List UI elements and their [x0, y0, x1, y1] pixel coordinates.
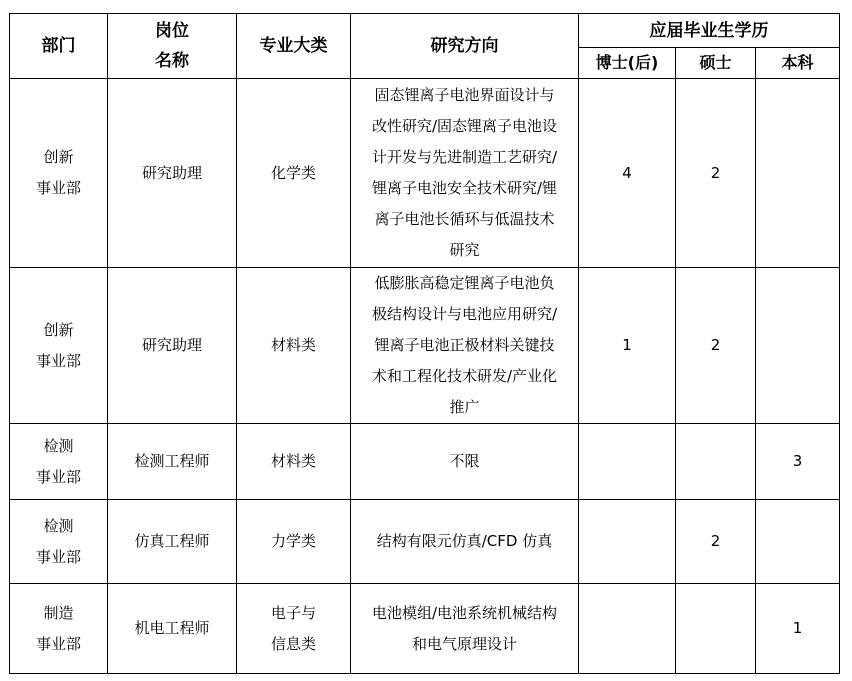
department-cell [10, 79, 108, 268]
bachelor-count-cell [756, 79, 840, 268]
table-body [10, 79, 840, 674]
bachelor-count-cell: 3 [756, 424, 840, 500]
direction-cell-line: 低膨胀高稳定锂离子电池负 [374, 274, 555, 292]
direction-cell-line: 锂离子电池正极材料关键技 [374, 336, 555, 354]
direction-cell-line: 改性研究/固态锂离子电池设 [371, 117, 558, 135]
phd-count-cell [579, 424, 676, 500]
phd-count-cell: 4 [579, 79, 676, 268]
major-cell-line: 力学类 [270, 532, 316, 550]
header-bachelor: 本科 [756, 48, 840, 79]
department-cell-line: 检测 [43, 516, 74, 535]
bachelor-count-cell [756, 268, 840, 424]
direction-cell-line: 固态锂离子电池界面设计与 [374, 86, 555, 104]
direction-cell-line: 不限 [449, 452, 480, 470]
major-cell [237, 424, 351, 500]
department-cell-line: 事业部 [35, 634, 81, 653]
phd-count-cell [579, 584, 676, 674]
recruitment-table [9, 13, 840, 674]
position-cell: 机电工程师 [108, 584, 237, 674]
department-cell-line: 事业部 [35, 547, 81, 566]
header-position [108, 14, 237, 79]
position-cell: 研究助理 [108, 79, 237, 268]
major-cell-line: 材料类 [270, 336, 316, 354]
direction-cell-line: 结构有限元仿真/CFD 仿真 [376, 532, 553, 550]
table-row [10, 500, 840, 584]
master-count-cell: 2 [676, 79, 756, 268]
header-education: 应届毕业生学历 [579, 14, 840, 48]
department-cell-line: 创新 [43, 320, 74, 339]
phd-count-cell: 1 [579, 268, 676, 424]
bachelor-count-cell: 1 [756, 584, 840, 674]
department-cell-line: 事业部 [35, 351, 81, 370]
header-department: 部门 [10, 14, 108, 79]
direction-cell [351, 584, 579, 674]
department-cell [10, 500, 108, 584]
direction-cell-line: 推广 [449, 398, 480, 416]
master-count-cell: 2 [676, 268, 756, 424]
direction-cell-line: 离子电池长循环与低温技术 [374, 210, 555, 228]
department-cell [10, 424, 108, 500]
direction-cell-line: 研究 [449, 241, 480, 259]
department-cell [10, 584, 108, 674]
department-cell-line: 检测 [43, 436, 74, 455]
department-cell-line: 制造 [43, 603, 74, 622]
header-phd: 博士(后) [579, 48, 676, 79]
major-cell [237, 584, 351, 674]
master-count-cell [676, 584, 756, 674]
phd-count-cell [579, 500, 676, 584]
bachelor-count-cell [756, 500, 840, 584]
master-count-cell [676, 424, 756, 500]
major-cell-line: 电子与 [270, 603, 316, 622]
direction-cell-line: 术和工程化技术研发/产业化 [371, 367, 558, 385]
major-cell [237, 500, 351, 584]
major-cell-line: 材料类 [270, 452, 316, 470]
header-position-line: 名称 [155, 51, 189, 71]
direction-cell [351, 424, 579, 500]
direction-cell-line: 计开发与先进制造工艺研究/ [371, 148, 558, 166]
header-major: 专业大类 [237, 14, 351, 79]
direction-cell [351, 268, 579, 424]
direction-cell-line: 和电气原理设计 [411, 634, 517, 653]
table-row [10, 268, 840, 424]
department-cell-line: 创新 [43, 148, 74, 166]
department-cell-line: 事业部 [35, 467, 81, 486]
table-row [10, 424, 840, 500]
major-cell [237, 268, 351, 424]
major-cell-line: 化学类 [270, 163, 316, 182]
master-count-cell: 2 [676, 500, 756, 584]
header-master: 硕士 [676, 48, 756, 79]
direction-cell-line: 锂离子电池安全技术研究/锂 [371, 179, 558, 197]
table-row [10, 79, 840, 268]
position-cell: 研究助理 [108, 268, 237, 424]
header-position-line: 岗位 [155, 21, 189, 41]
direction-cell [351, 500, 579, 584]
table-row [10, 584, 840, 674]
direction-cell-line: 电池模组/电池系统机械结构 [371, 603, 558, 622]
position-cell: 仿真工程师 [108, 500, 237, 584]
major-cell [237, 79, 351, 268]
direction-cell-line: 极结构设计与电池应用研究/ [371, 305, 558, 323]
major-cell-line: 信息类 [270, 634, 316, 653]
direction-cell [351, 79, 579, 268]
department-cell-line: 事业部 [35, 179, 81, 197]
position-cell: 检测工程师 [108, 424, 237, 500]
header-direction: 研究方向 [351, 14, 579, 79]
department-cell [10, 268, 108, 424]
